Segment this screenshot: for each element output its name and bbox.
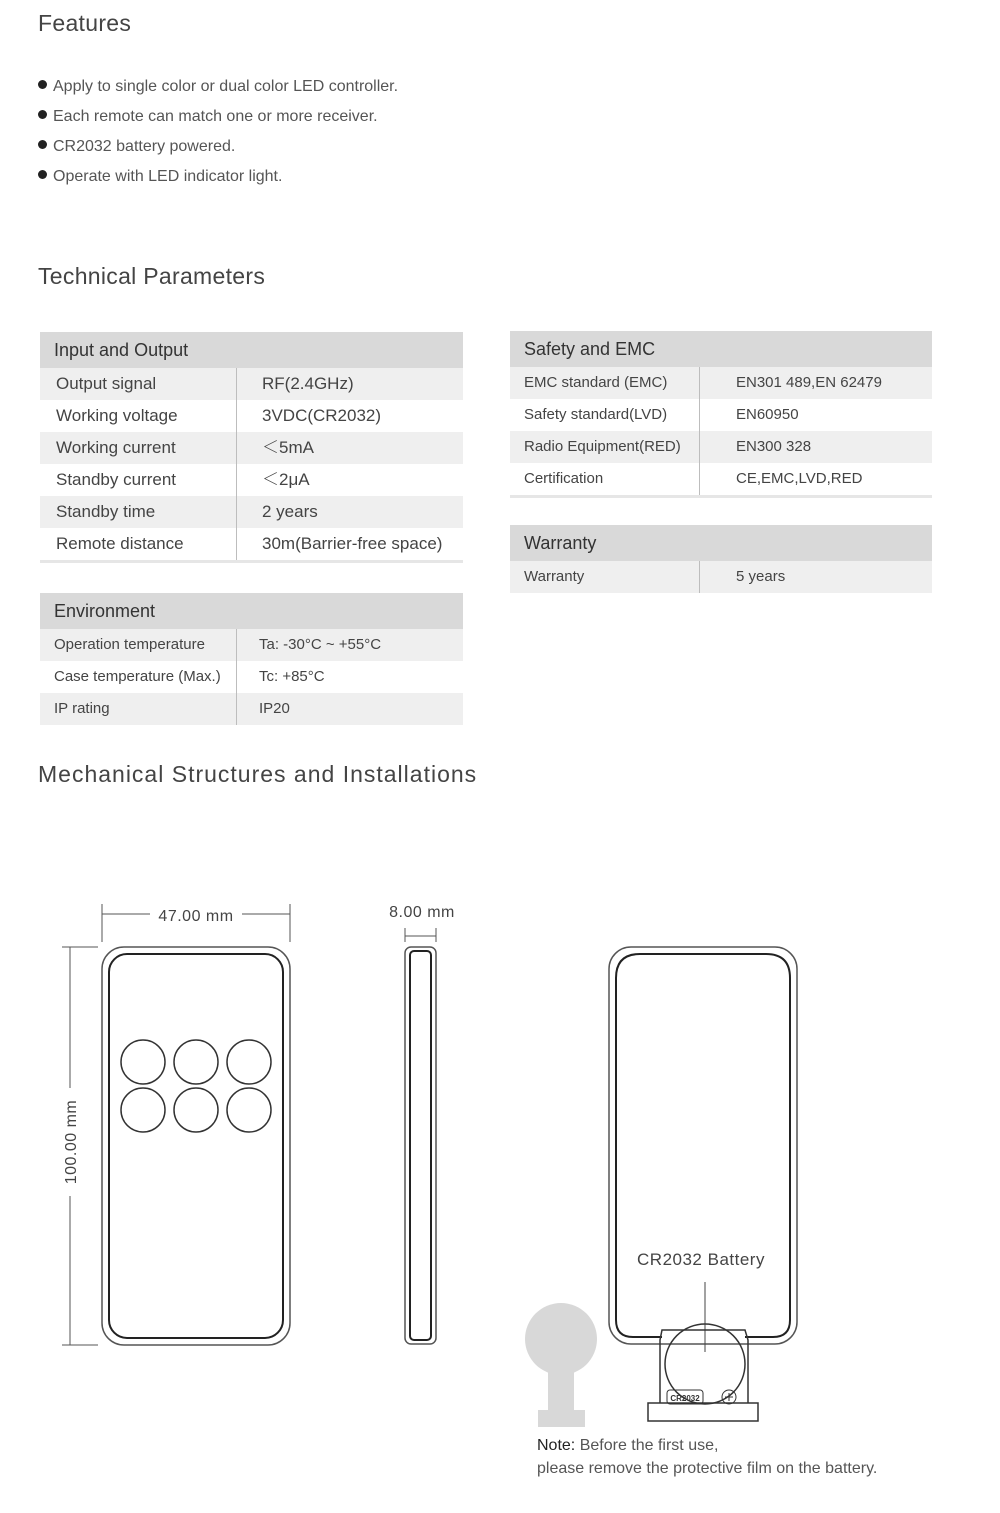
table-row xyxy=(510,463,932,495)
battery-label: CR2032 Battery xyxy=(637,1250,765,1269)
param-value: 30m(Barrier-free space) xyxy=(262,534,443,553)
param-key: Output signal xyxy=(40,368,237,400)
param-value: CE,EMC,LVD,RED xyxy=(736,470,863,487)
button-icon xyxy=(227,1088,271,1132)
param-key: Standby current xyxy=(40,464,237,496)
features-title: Features xyxy=(38,10,132,36)
table-row xyxy=(40,528,463,560)
button-icon xyxy=(121,1040,165,1084)
param-key: Warranty xyxy=(510,561,700,593)
button-icon xyxy=(174,1088,218,1132)
width-label: 47.00 mm xyxy=(158,908,234,925)
param-key: Standby time xyxy=(40,496,237,528)
depth-label: 8.00 mm xyxy=(389,904,455,921)
button-icon xyxy=(121,1088,165,1132)
bullet-icon xyxy=(38,170,47,179)
table-row xyxy=(40,496,463,528)
param-key: Case temperature (Max.) xyxy=(40,661,237,693)
table-bottom-rule xyxy=(40,560,463,563)
depth-dimension xyxy=(405,928,436,942)
param-key: IP rating xyxy=(40,693,237,725)
param-key: EMC standard (EMC) xyxy=(510,367,700,399)
table-row xyxy=(40,464,463,496)
param-value: 3VDC(CR2032) xyxy=(262,406,382,425)
table-header: Safety and EMC xyxy=(510,331,932,367)
remote-back-view xyxy=(609,947,797,1421)
param-value: Ta: -30°C ~ +55°C xyxy=(259,636,382,653)
mechanical-title: Mechanical Structures and Installations xyxy=(38,761,478,787)
param-key: Working voltage xyxy=(40,400,237,432)
battery-marking: CR2032 xyxy=(670,1394,700,1403)
note-line1: Before the first use, xyxy=(575,1437,719,1454)
param-value: Tc: +85°C xyxy=(259,668,325,685)
param-key: Operation temperature xyxy=(40,629,237,661)
table-row xyxy=(40,432,463,464)
environment-table xyxy=(40,593,463,725)
warranty-table xyxy=(510,525,932,593)
height-label: 100.00 mm xyxy=(63,1099,80,1185)
technical-parameters-title: Technical Parameters xyxy=(38,263,266,289)
table-row xyxy=(40,661,463,693)
feature-item: Each remote can match one or more receiver. xyxy=(38,104,398,134)
table-row xyxy=(510,367,932,399)
bullet-icon xyxy=(38,110,47,119)
table-row xyxy=(40,693,463,725)
table-row xyxy=(510,431,932,463)
table-row xyxy=(510,561,932,593)
feature-item: CR2032 battery powered. xyxy=(38,134,398,164)
param-value: RF(2.4GHz) xyxy=(262,374,354,393)
features-list xyxy=(38,74,398,194)
note-label: Note: xyxy=(537,1437,576,1454)
param-value: EN60950 xyxy=(736,406,799,423)
table-header: Input and Output xyxy=(40,332,463,368)
input-output-table xyxy=(40,332,463,563)
table-row xyxy=(40,400,463,432)
thumb-icon xyxy=(525,1303,597,1427)
param-value: IP20 xyxy=(259,700,290,717)
table-row xyxy=(510,399,932,431)
param-key: Working current xyxy=(40,432,237,464)
button-icon xyxy=(227,1040,271,1084)
table-row xyxy=(40,629,463,661)
bullet-icon xyxy=(38,80,47,89)
feature-item: Operate with LED indicator light. xyxy=(38,164,398,194)
button-icon xyxy=(174,1040,218,1084)
param-key: Radio Equipment(RED) xyxy=(510,431,700,463)
feature-item: Apply to single color or dual color LED controller. xyxy=(38,74,398,104)
param-value: ＜5mA xyxy=(262,438,314,457)
table-row xyxy=(40,368,463,400)
mechanical-drawing xyxy=(0,820,1000,1430)
param-value: ＜2μA xyxy=(262,470,310,489)
battery-note xyxy=(537,1434,877,1480)
table-header: Environment xyxy=(40,593,463,629)
safety-emc-table xyxy=(510,331,932,498)
bullet-icon xyxy=(38,140,47,149)
param-value: 5 years xyxy=(736,568,786,585)
param-value: EN301 489,EN 62479 xyxy=(736,374,882,391)
remote-side-view xyxy=(405,947,436,1344)
param-key: Certification xyxy=(510,463,700,495)
table-bottom-rule xyxy=(510,495,932,498)
param-value: 2 years xyxy=(262,502,318,521)
param-key: Remote distance xyxy=(40,528,237,560)
remote-front-view xyxy=(102,947,290,1345)
table-header: Warranty xyxy=(510,525,932,561)
note-line2: please remove the protective film on the battery. xyxy=(537,1460,878,1477)
param-value: EN300 328 xyxy=(736,438,812,455)
param-key: Safety standard(LVD) xyxy=(510,399,700,431)
